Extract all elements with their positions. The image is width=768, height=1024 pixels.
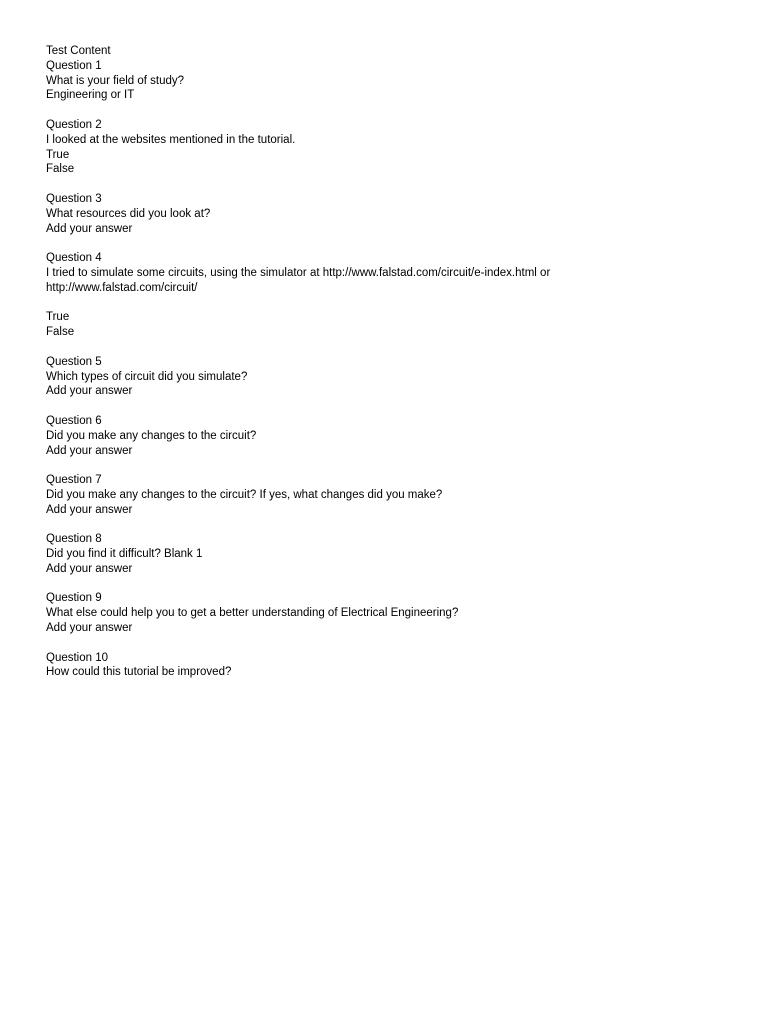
question-label: Question 4 xyxy=(46,252,102,265)
option-false: False xyxy=(46,326,75,339)
question-prompt: I looked at the websites mentioned in the tutorial. xyxy=(46,133,296,146)
question-label: Question 6 xyxy=(46,414,102,427)
question-answer: Add your answer xyxy=(46,222,133,235)
question-label: Question 3 xyxy=(46,192,102,205)
question-label: Question 5 xyxy=(46,355,102,368)
question-7 xyxy=(46,473,722,517)
document-title: Test Content xyxy=(46,45,111,57)
question-5 xyxy=(46,355,722,399)
question-answer: Add your answer xyxy=(46,503,133,516)
question-10 xyxy=(46,651,722,681)
question-label: Question 9 xyxy=(46,592,102,605)
question-answer: Add your answer xyxy=(46,444,133,457)
question-prompt: Which types of circuit did you simulate? xyxy=(46,370,248,383)
question-label: Question 10 xyxy=(46,651,109,664)
option-false: False xyxy=(46,163,75,176)
question-answer: Add your answer xyxy=(46,622,133,635)
question-label: Question 2 xyxy=(46,118,102,131)
question-prompt: Did you make any changes to the circuit? xyxy=(46,429,257,442)
question-answer: Add your answer xyxy=(46,385,133,398)
question-prompt: Did you make any changes to the circuit? If yes, what changes did you make? xyxy=(46,488,443,501)
question-2 xyxy=(46,118,722,177)
question-1 xyxy=(46,59,722,103)
question-prompt: What resources did you look at? xyxy=(46,207,211,220)
question-prompt: How could this tutorial be improved? xyxy=(46,666,232,679)
question-answer: Engineering or IT xyxy=(46,89,135,102)
question-8 xyxy=(46,532,722,576)
question-prompt: Did you find it difficult? Blank 1 xyxy=(46,548,203,561)
question-label: Question 7 xyxy=(46,474,102,487)
question-prompt: I tried to simulate some circuits, using the simulator at http://www.falstad.com/circuit/e-index.html or http://www.falstad.com/circuit/ xyxy=(46,266,554,294)
question-label: Question 1 xyxy=(46,59,102,72)
option-true: True xyxy=(46,148,70,161)
question-answer: Add your answer xyxy=(46,562,133,575)
option-true: True xyxy=(46,311,70,324)
question-prompt: What else could help you to get a better understanding of Electrical Engineering? xyxy=(46,607,459,620)
question-9 xyxy=(46,591,722,635)
question-label: Question 8 xyxy=(46,533,102,546)
question-3 xyxy=(46,192,722,236)
question-prompt: What is your field of study? xyxy=(46,74,185,87)
question-4 xyxy=(46,251,722,340)
question-6 xyxy=(46,414,722,458)
